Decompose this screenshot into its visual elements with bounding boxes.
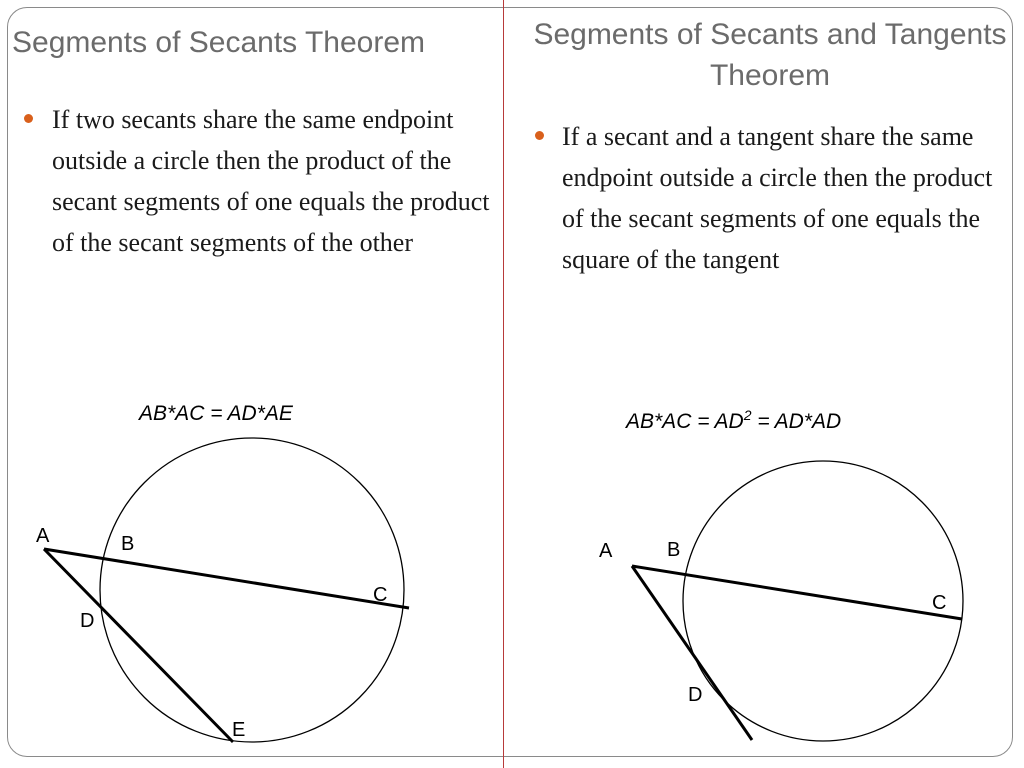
right-label-c: C: [932, 592, 947, 614]
right-bullet-text: If a secant and a tangent share the same endpoint outside a circle then the product of the secant segments of one equals the square of the tangent: [562, 122, 993, 274]
right-label-d: D: [688, 684, 703, 706]
left-title: Segments of Secants Theorem: [12, 26, 425, 59]
right-title: Segments of Secants and Tangents Theorem: [533, 18, 1007, 92]
left-label-e: E: [232, 719, 246, 741]
left-secant-ae: [44, 549, 233, 742]
left-label-b: B: [121, 533, 135, 555]
right-tangent-ad: [632, 566, 752, 740]
left-label-a: A: [36, 525, 50, 547]
right-secant-ac: [632, 566, 962, 619]
right-formula-exponent: 2: [743, 407, 752, 423]
left-circle: [100, 438, 404, 742]
left-bullet-text: If two secants share the same endpoint outside a circle then the product of the secant segments of one equals the product of the secant segments of the other: [52, 105, 490, 257]
left-label-d: D: [80, 610, 95, 632]
left-label-c: C: [373, 584, 388, 606]
right-diagram: [599, 461, 963, 741]
right-formula-suffix: = AD*AD: [751, 410, 842, 433]
left-diagram: [36, 438, 409, 742]
right-label-a: A: [599, 540, 613, 562]
right-label-b: B: [667, 539, 681, 561]
left-formula: AB*AC = AD*AE: [139, 402, 293, 425]
left-secant-ac: [44, 549, 409, 608]
right-formula-prefix: AB*AC = AD: [626, 410, 744, 433]
